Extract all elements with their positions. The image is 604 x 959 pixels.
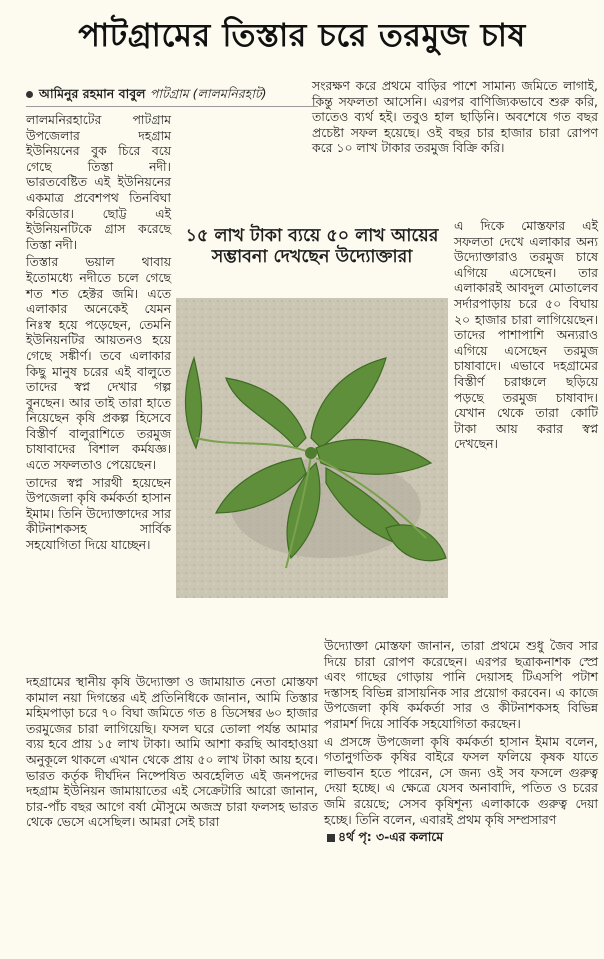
byline-place: পাটগ্রাম (লালমনিরহাট) <box>149 86 267 101</box>
paragraph: তিস্তার ভয়াল থাবায় ইতোমধ্যে নদীতে চলে গেছে শত শত হেক্টর জমি। এতে এলাকার অনেকেই যেমন নিঃস্ব হয়ে পড়েছেন, তেমনি ইউনিয়নটির আয়তনও হয়ে গেছে সঙ্কীর্ণ। তবে এলাকার কিছু মানুষ চরের এই বালুতে তাদের স্বপ্ন দেখার গল্প বুনছেন। আর তাই তারা হাতে নিয়েছেন কৃষি প্রকল্প হিসেবে বিস্তীর্ণ বালুরাশিতে তরমুজ চাষাবাদের বিশাল কর্মযজ্ঞ। এতে সফলতাও পেয়েছেন। <box>26 254 171 473</box>
paragraph: উদ্যোক্তা মোস্তফা জানান, তারা প্রথমে শুধু জৈব সার দিয়ে চারা রোপণ করেছেন। এরপর ছত্রাকনাশক স্প্রে এবং গাছের গোড়ায় পানি দেয়াসহ টিএসপি পটাশ দস্তাসহ বিভিন্ন রাসায়নিক সার প্রয়োগ করবেন। এ কাজে উপজেলা কৃষি কর্মকর্তা সার ও কীটনাশকসহ বিভিন্ন পরামর্শ দিয়ে সার্বিক সহযোগিতা করছেন। <box>324 638 598 731</box>
paragraph: তাদের স্বপ্ন সারথী হয়েছেন উপজেলা কৃষি কর্মকর্তা হাসান ইমাম। তিনি উদ্যোক্তাদের সার কীটনাশকসহ সার্বিক সহযোগিতা দিয়ে যাচ্ছেন। <box>26 474 171 553</box>
watermelon-plant-icon <box>176 298 448 598</box>
paragraph: সংরক্ষণ করে প্রথমে বাড়ির পাশে সামান্য জমিতে লাগাই, কিন্তু সফলতা আসেনি। এরপর বাণিজ্যিকভাবে শুরু করি, তাতেও ব্যর্থ হই। তবুও হাল ছাড়িনি। অবশেষে গত বছর প্রচেষ্টা সফল হয়েছে। ওই বছর চার হাজার চারা রোপণ করে ১০ লাখ টাকার তরমুজ বিক্রি করি। <box>312 78 598 156</box>
bullet-icon <box>26 91 33 98</box>
column-right-narrow <box>454 218 598 454</box>
byline <box>26 86 316 102</box>
paragraph: দহগ্রামের স্থানীয় কৃষি উদ্যোক্তা ও জামায়াত নেতা মোস্তফা কামাল নয়া দিগন্তের এই প্রতিনিধিকে জানান, আমি তিস্তার মহিমপাড়া চরে ৭০ বিঘা জমিতে গত ৪ ডিসেম্বর ৬০ হাজার তরমুজের চারা লাগিয়েছি। ফসল ঘরে তোলা পর্যন্ত আমার ব্যয় হবে প্রায় ১৫ লাখ টাকা। আমি আশা করছি আবহাওয়া অনুকূলে থাকলে এখান থেকে প্রায় ৫০ লাখ টাকা আয় হবে। ভারত কর্তৃক দীর্ঘদিন নিষ্পেষিত অবহেলিত এই জনপদের দহগ্রাম ইউনিয়ন জামায়াতের এই সেক্রেটারি আরো জানান, চার-পাঁচ বছর আগে বর্ষা মৌসুমে অজস্র চারা ফলসহ ভারত থেকে ভেসে এসেছিল। আমরা সেই চারা <box>26 674 318 830</box>
article-photo <box>176 298 448 598</box>
paragraph: এ দিকে মোস্তফার এই সফলতা দেখে এলাকার অন্য উদ্যোক্তারাও তরমুজ চাষে এগিয়ে এসেছেন। তার এলাকারই আবদুল মোতালেব সর্দারপাড়ায় চরে ৫০ বিঘায় ২০ হাজার চারা লাগিয়েছেন। তাদের পাশাপাশি অন্যরাও এগিয়ে এসেছেন তরমুজ চাষাবাদে। এভাবে দহগ্রামের বিস্তীর্ণ চরাঞ্চলে ছড়িয়ে পড়ছে তরমুজ চাষাবাদ। যেখান থেকে তারা কোটি টাকা আয় করার স্বপ্ন দেখছেন। <box>454 218 598 452</box>
byline-author: আমিনুর রহমান বাবুল <box>39 86 146 101</box>
continuation-note <box>324 829 598 845</box>
column-left-lower <box>26 674 318 832</box>
paragraph: লালমনিরহাটের পাটগ্রাম উপজেলার দহগ্রাম ইউনিয়নের বুক চিরে বয়ে গেছে তিস্তা নদী। ভারতবেষ্টিত এই ইউনিয়নের একমাত্র প্রবেশপথ তিনবিঘা করিডোর। ছোট্ট এই ইউনিয়নটিকে গ্রাস করেছে তিস্তা নদী। <box>26 112 171 252</box>
continued-label: ৪র্থ পৃ: ৩-এর কলামে <box>338 829 444 845</box>
byline-divider <box>26 106 318 107</box>
square-bullet-icon <box>327 834 335 842</box>
column-right <box>312 78 598 158</box>
newspaper-clipping <box>8 8 596 951</box>
paragraph: এ প্রসঙ্গে উপজেলা কৃষি কর্মকর্তা হাসান ইমাম বলেন, গতানুগতিক কৃষির বাইরে ফসল ফলিয়ে কৃষক যাতে লাভবান হতে পারেন, সে জন্য ওই সব ফসলে গুরুত্ব দেয়া হচ্ছে। এ ক্ষেত্রে যেসব অনাবাদি, পতিত ও চরের জমি রয়েছে; সেসব কৃষিশূন্য এলাকাকে গুরুত্ব দেয়া হচ্ছে। তিনি বলেন, এবারই প্রথম কৃষি সম্প্রসারণ <box>324 733 598 827</box>
headline: পাটগ্রামের তিস্তার চরে তরমুজ চাষ <box>78 16 526 54</box>
column-left-upper <box>26 112 171 555</box>
subheadline: ১৫ লাখ টাকা ব্যয়ে ৫০ লাখ আয়ের সম্ভাবনা দেখছেন উদ্যোক্তারা <box>185 226 439 267</box>
column-right-lower <box>324 638 598 847</box>
